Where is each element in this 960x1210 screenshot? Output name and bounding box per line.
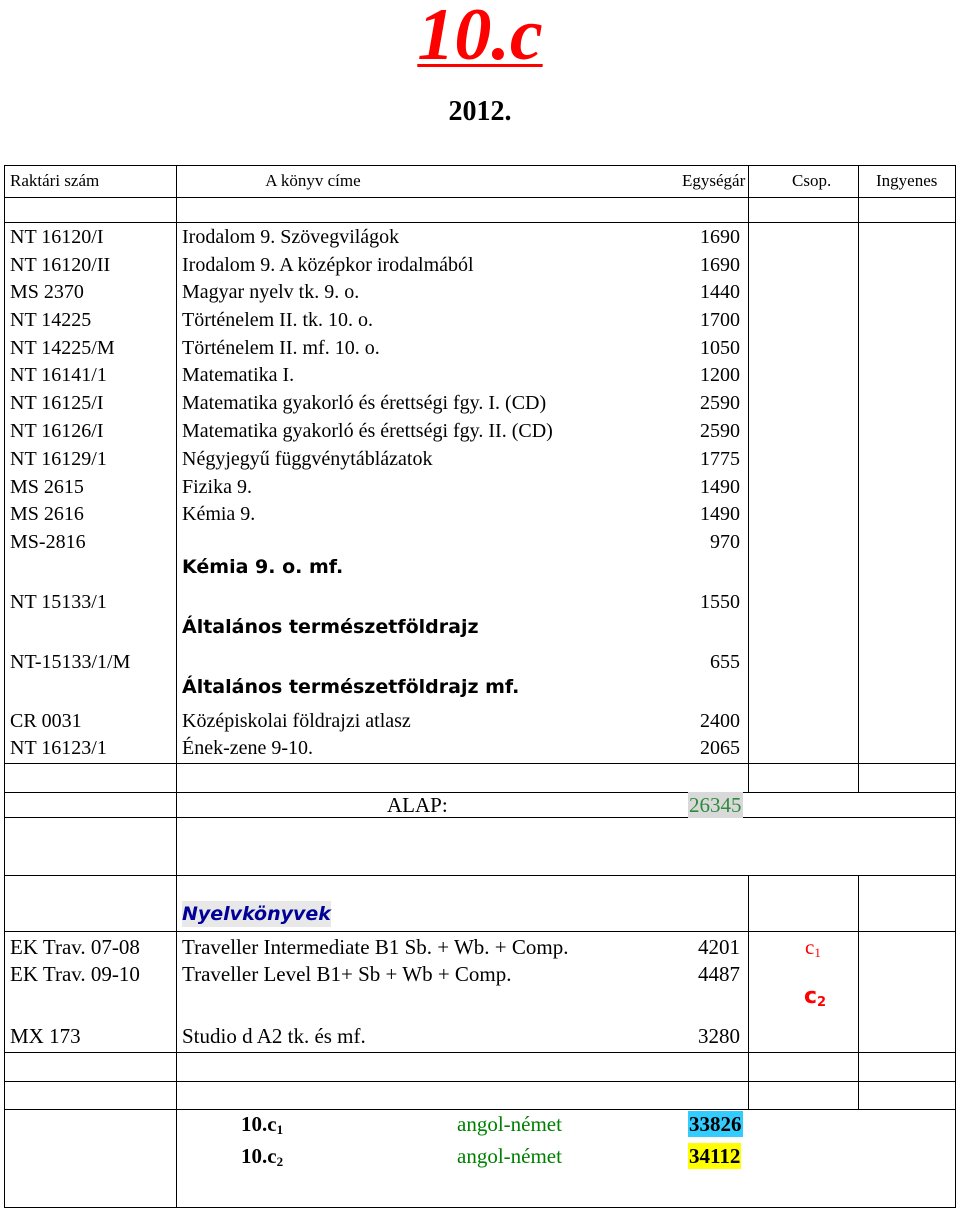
book-title: Általános természetföldrajz bbox=[182, 616, 479, 638]
summary-class: $10.c_2$ bbox=[241, 1144, 284, 1169]
book-price: 4487 bbox=[698, 962, 740, 986]
book-price: 2590 bbox=[700, 420, 740, 442]
book-list-table bbox=[4, 165, 956, 1208]
book-code: NT 16126/I bbox=[10, 420, 104, 442]
book-code: NT 16120/II bbox=[10, 254, 111, 276]
book-code: NT 16125/I bbox=[10, 392, 104, 414]
book-price: 970 bbox=[710, 531, 740, 553]
book-title: Matematika I. bbox=[182, 364, 295, 386]
book-title: Történelem II. mf. 10. o. bbox=[182, 337, 380, 359]
summary-total: 34112 bbox=[689, 1144, 741, 1168]
header-title: A könyv címe bbox=[265, 171, 361, 190]
page-title: 10.c bbox=[417, 0, 543, 76]
book-code: NT 16129/1 bbox=[10, 448, 107, 470]
group-label-c1: $c_1$ bbox=[805, 935, 821, 960]
alap-value: 26345 bbox=[689, 793, 742, 817]
summary-languages: angol-német bbox=[457, 1144, 562, 1168]
book-title: Traveller Intermediate B1 Sb. + Wb. + Comp. bbox=[182, 935, 569, 959]
book-code: MS 2615 bbox=[10, 476, 84, 498]
header-price: Egységár bbox=[682, 171, 746, 190]
book-title: Történelem II. tk. 10. o. bbox=[182, 309, 374, 331]
book-price: 2065 bbox=[700, 737, 740, 759]
book-title: Irodalom 9. Szövegvilágok bbox=[182, 226, 400, 248]
book-price: 1690 bbox=[700, 254, 740, 276]
book-title: Kémia 9. bbox=[182, 503, 256, 525]
book-code: MS 2370 bbox=[10, 281, 84, 303]
book-title: Fizika 9. bbox=[182, 476, 252, 498]
book-code: EK Trav. 09-10 bbox=[10, 962, 140, 986]
header-code: Raktári szám bbox=[10, 171, 100, 190]
book-price: 1550 bbox=[700, 591, 740, 613]
book-code: NT 14225 bbox=[10, 309, 92, 331]
alap-label: ALAP: bbox=[387, 793, 448, 817]
book-price: 1200 bbox=[700, 364, 740, 386]
book-price: 2590 bbox=[700, 392, 740, 414]
book-title: Ének-zene 9-10. bbox=[182, 737, 314, 759]
group-label-c2: $c_2$ bbox=[804, 984, 827, 1010]
book-title: Négyjegyű függvénytáblázatok bbox=[182, 448, 433, 470]
year-heading: 2012. bbox=[448, 96, 512, 127]
book-price: 1440 bbox=[700, 281, 740, 303]
book-price: 4201 bbox=[698, 935, 740, 959]
summary-class: $10.c_1$ bbox=[241, 1112, 284, 1137]
book-code: MS 2616 bbox=[10, 503, 84, 525]
book-title: Studio d A2 tk. és mf. bbox=[182, 1024, 366, 1048]
book-price: 3280 bbox=[698, 1024, 740, 1048]
book-code: NT 15133/1 bbox=[10, 591, 107, 613]
header-free: Ingyenes bbox=[876, 171, 938, 190]
book-price: 1700 bbox=[700, 309, 740, 331]
header-group: Csop. bbox=[792, 171, 832, 190]
book-code: MS-2816 bbox=[10, 531, 86, 553]
book-title: Matematika gyakorló és érettségi fgy. II. (CD) bbox=[182, 420, 553, 442]
book-title: Általános természetföldrajz mf. bbox=[182, 676, 520, 698]
book-title: Matematika gyakorló és érettségi fgy. I. (CD) bbox=[182, 392, 547, 414]
book-code: NT 16120/I bbox=[10, 226, 104, 248]
book-price: 1690 bbox=[700, 226, 740, 248]
book-title: Irodalom 9. A középkor irodalmából bbox=[182, 254, 474, 276]
book-price: 1490 bbox=[700, 503, 740, 525]
book-title: Traveller Level B1+ Sb + Wb + Comp. bbox=[182, 962, 512, 986]
book-title: Kémia 9. o. mf. bbox=[182, 556, 344, 578]
book-code: NT-15133/1/M bbox=[10, 651, 131, 673]
book-price: 655 bbox=[710, 651, 740, 673]
book-price: 1775 bbox=[700, 448, 740, 470]
book-code: MX 173 bbox=[10, 1024, 81, 1048]
book-price: 1490 bbox=[700, 476, 740, 498]
book-code: NT 14225/M bbox=[10, 337, 115, 359]
language-books-heading: Nyelvkönyvek bbox=[182, 903, 331, 925]
book-code: EK Trav. 07-08 bbox=[10, 935, 140, 959]
book-code: NT 16141/1 bbox=[10, 364, 107, 386]
summary-languages: angol-német bbox=[457, 1112, 562, 1136]
book-code: CR 0031 bbox=[10, 710, 82, 732]
book-price: 2400 bbox=[700, 710, 740, 732]
book-title: Magyar nyelv tk. 9. o. bbox=[182, 281, 360, 303]
book-price: 1050 bbox=[700, 337, 740, 359]
book-title: Középiskolai földrajzi atlasz bbox=[182, 710, 411, 732]
book-code: NT 16123/1 bbox=[10, 737, 107, 759]
summary-total: 33826 bbox=[689, 1112, 742, 1136]
